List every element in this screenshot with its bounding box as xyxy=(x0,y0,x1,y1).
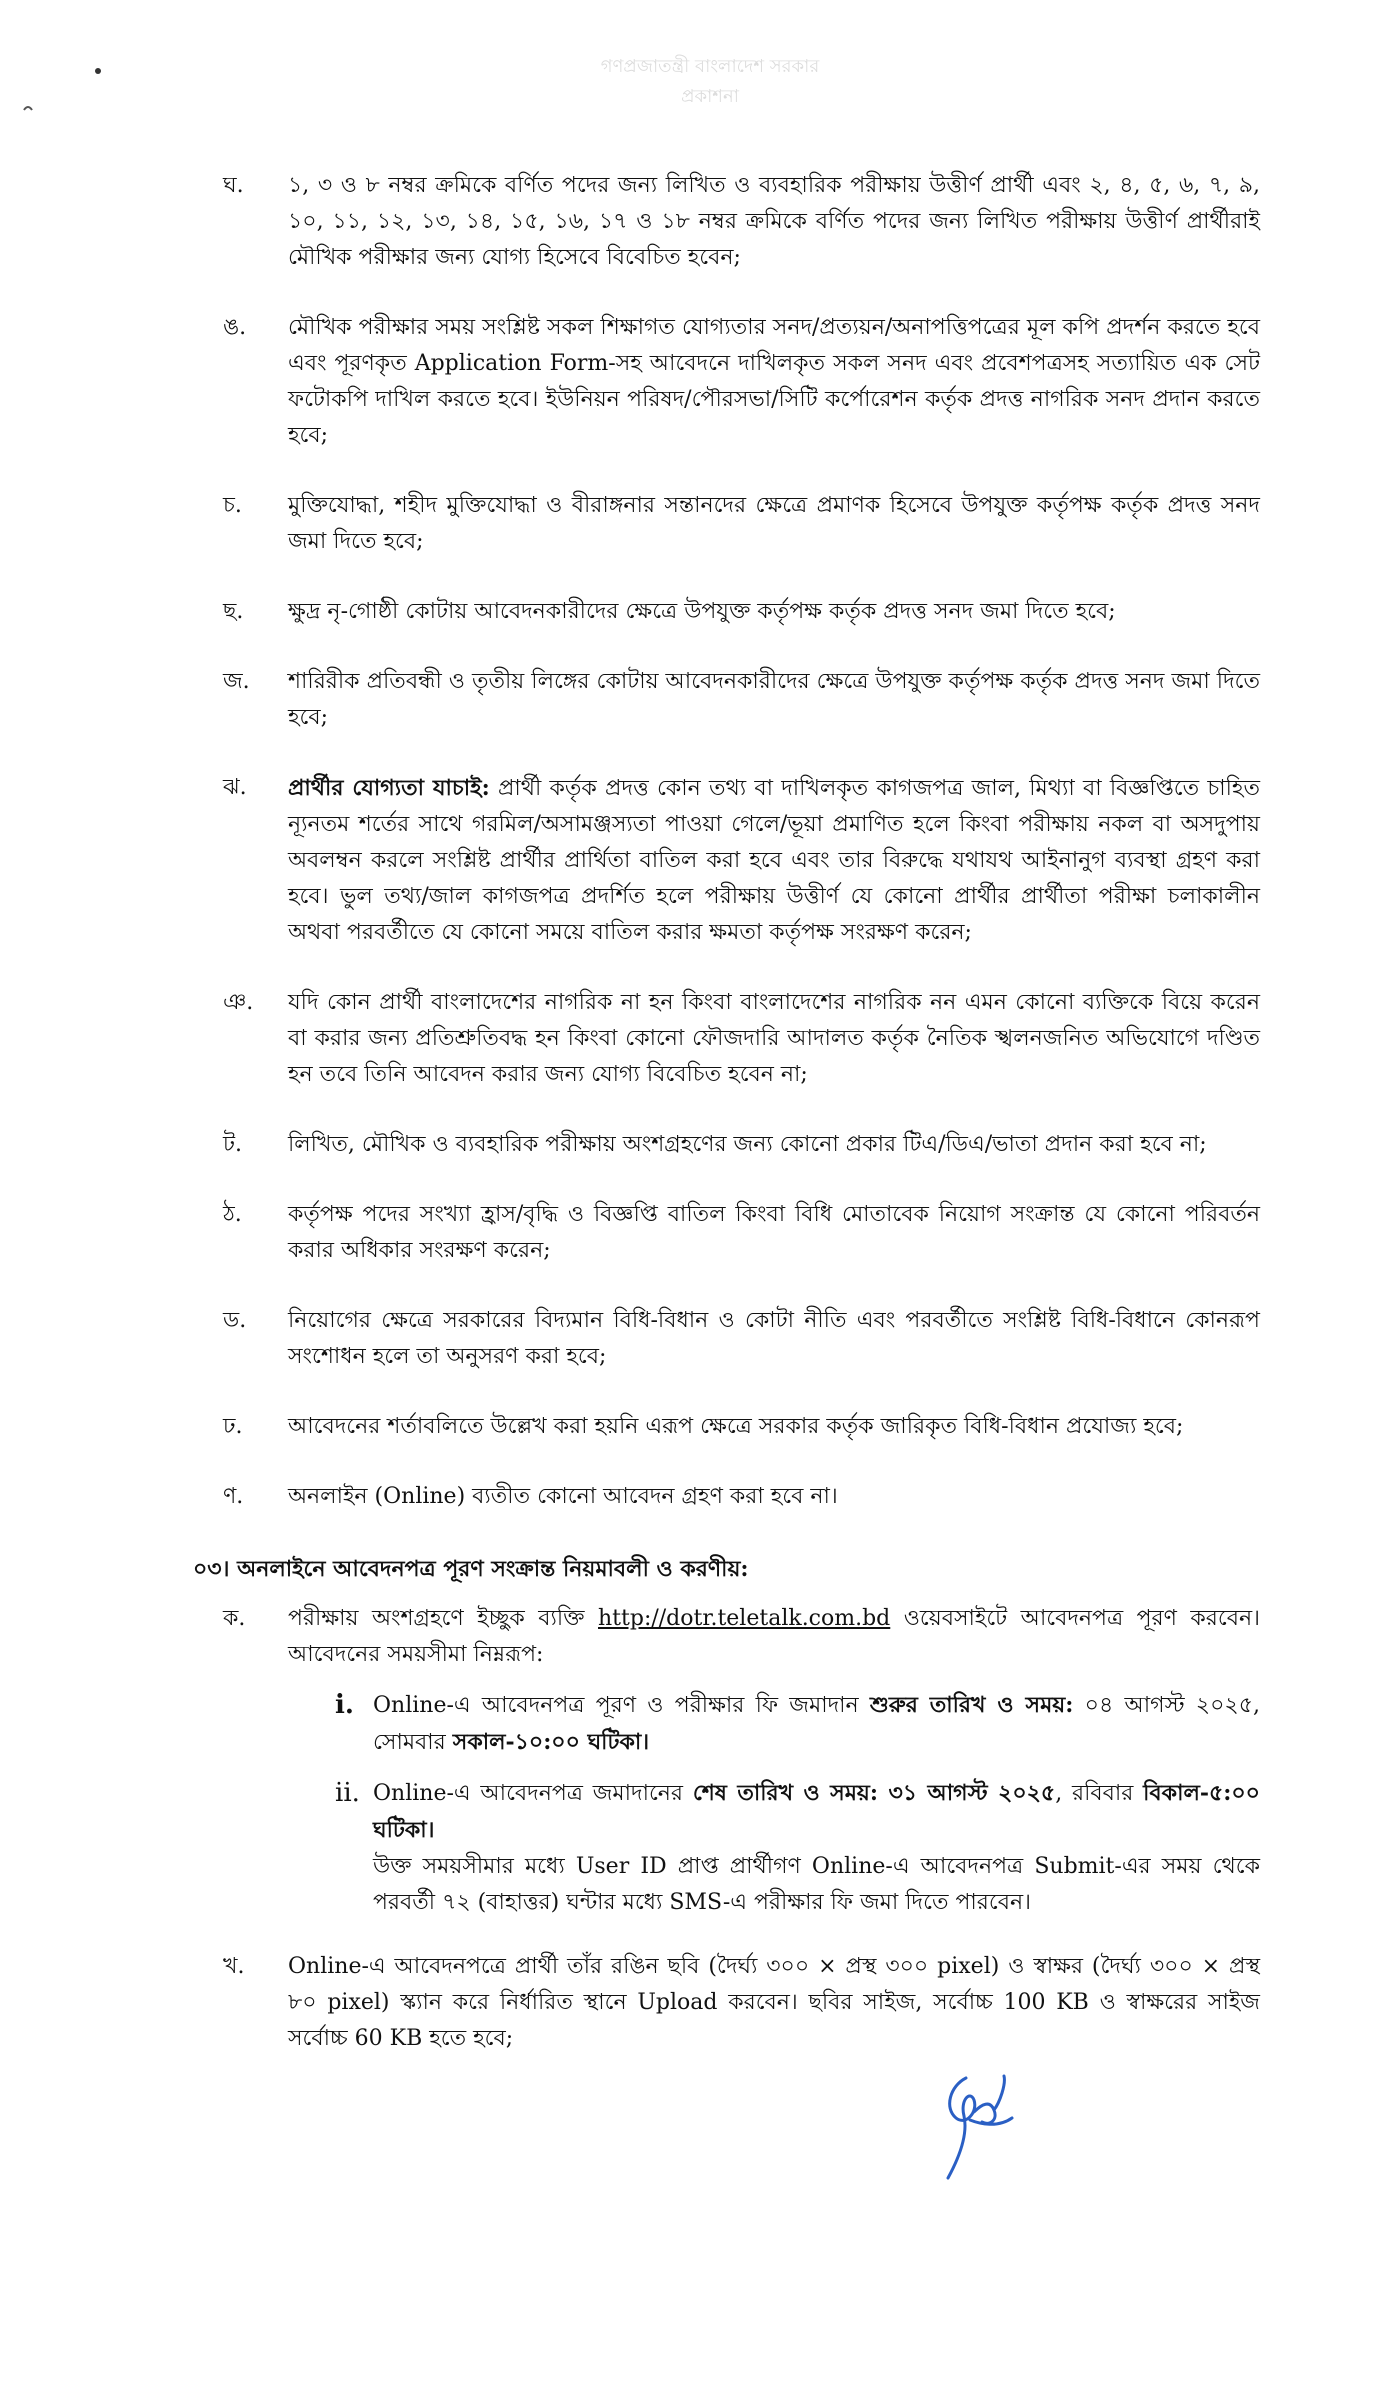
item-label: খ. xyxy=(223,1954,245,1979)
condition-nya xyxy=(195,985,1260,1093)
condition-label: ড. xyxy=(223,1308,247,1333)
condition-text: অনলাইন (Online) ব্যতীত কোনো আবেদন গ্রহণ করা হবে না। xyxy=(288,1484,838,1509)
deadline-start-pre: Online-এ আবেদনপত্র পূরণ ও পরীক্ষার ফি জমাদান xyxy=(373,1693,870,1718)
condition-text: নিয়োগের ক্ষেত্রে সরকারের বিদ্যমান বিধি-বিধান ও কোটা নীতি এবং পরবর্তীতে সংশ্লিষ্ট বিধি-বিধানে কোনরূপ সংশোধন হলে তা অনুসরণ করা হবে; xyxy=(288,1308,1260,1369)
condition-ja xyxy=(195,664,1260,736)
condition-label: ঙ. xyxy=(223,315,247,340)
deadline-start-date: ০৪ আগস্ট ২০২৫, সোমবার xyxy=(373,1693,1260,1755)
condition-label: ণ. xyxy=(223,1484,244,1509)
teletalk-link[interactable]: http://dotr.teletalk.com.bd xyxy=(598,1606,891,1631)
condition-text: মুক্তিযোদ্ধা, শহীদ মুক্তিযোদ্ধা ও বীরাঙ্গনার সন্তানদের ক্ষেত্রে প্রমাণক হিসেবে উপযুক্ত কর্তৃপক্ষ কর্তৃক প্রদত্ত সনদ জমা দিতে হবে; xyxy=(288,493,1260,554)
signature-icon xyxy=(920,2060,1050,2190)
document-body xyxy=(195,168,1260,2057)
condition-ta xyxy=(195,1127,1260,1163)
condition-gha xyxy=(195,168,1260,276)
condition-lead: প্রার্থীর যোগ্যতা যাচাই: xyxy=(288,775,490,801)
deadline-end-day: , রবিবার xyxy=(1055,1781,1144,1806)
condition-label: ঢ. xyxy=(223,1414,243,1439)
condition-label: ঝ. xyxy=(223,775,247,800)
condition-label: চ. xyxy=(223,493,242,518)
item-text: Online-এ আবেদনপত্রে প্রার্থী তাঁর রঙিন ছবি (দৈর্ঘ্য ৩০০ × প্রস্থ ৩০০ pixel) ও স্বাক্ষর (দৈর্ঘ্য ৩০০ × প্রস্থ ৮০ pixel) স্ক্যান করে নির্ধারিত স্থানে Upload করবেন। ছবির সাইজ, সর্বোচ্চ 100 KB ও স্বাক্ষরের সাইজ সর্বোচ্চ 60 KB হতে হবে; xyxy=(288,1954,1261,2051)
section-03-item-kha xyxy=(195,1949,1260,2057)
deadline-start-label: শুরুর তারিখ ও সময়: xyxy=(869,1692,1074,1718)
condition-cha xyxy=(195,488,1260,560)
condition-label: ঞ. xyxy=(223,990,254,1015)
condition-label: জ. xyxy=(223,669,250,694)
deadline-start xyxy=(335,1687,1260,1761)
condition-jha xyxy=(195,770,1260,951)
condition-text: ক্ষুদ্র নৃ-গোষ্ঠী কোটায় আবেদনকারীদের ক্ষেত্রে উপযুক্ত কর্তৃপক্ষ কর্তৃক প্রদত্ত সনদ জমা দিতে হবে; xyxy=(288,599,1116,624)
condition-text: প্রার্থী কর্তৃক প্রদত্ত কোন তথ্য বা দাখিলকৃত কাগজপত্র জাল, মিথ্যা বা বিজ্ঞপ্তিতে চাহিত ন্যূনতম শর্তের সাথে গরমিল/অসামঞ্জস্যতা পাওয়া গেলে/ভূয়া প্রমাণিত হলে কিংবা পরীক্ষায় নকল বা অসদুপায় অবলম্বন করলে সংশ্লিষ্ট প্রার্থীর প্রার্থিতা বাতিল করা হবে এবং তার বিরুদ্ধে যথাযথ আইনানুগ ব্যবস্থা গ্রহণ করা হবে। ভুল তথ্য/জাল কাগজপত্র প্রদর্শিত হলে পরীক্ষায় উত্তীর্ণ যে কোনো প্রার্থীর প্রার্থীতা পরীক্ষা চলাকালীন অথবা পরবর্তীতে যে কোনো সময়ে বাতিল করার ক্ষমতা কর্তৃপক্ষ সংরক্ষণ করেন; xyxy=(288,776,1260,945)
roman-numeral: i. xyxy=(335,1690,354,1720)
deadline-start-time: সকাল-১০:০০ ঘটিকা। xyxy=(452,1729,650,1755)
section-03-title: ০৩। অনলাইনে আবেদনপত্র পূরণ সংক্রান্ত নিয়মাবলী ও করণীয়: xyxy=(193,1556,749,1582)
condition-tha xyxy=(195,1197,1260,1269)
condition-text-wrapper xyxy=(288,770,1260,951)
deadline-end xyxy=(335,1775,1260,1921)
item-label: ক. xyxy=(223,1606,246,1631)
condition-text: আবেদনের শর্তাবলিতে উল্লেখ করা হয়নি এরূপ ক্ষেত্রে সরকার কর্তৃক জারিকৃত বিধি-বিধান প্রযোজ্য হবে; xyxy=(288,1414,1184,1439)
condition-label: ঠ. xyxy=(223,1202,242,1227)
condition-chha xyxy=(195,594,1260,630)
signature-stroke xyxy=(948,2076,1012,2178)
deadline-end-time: বিকাল-৫:০০ ঘটিকা। xyxy=(373,1780,1260,1843)
condition-text: কর্তৃপক্ষ পদের সংখ্যা হ্রাস/বৃদ্ধি ও বিজ্ঞপ্তি বাতিল কিংবা বিধি মোতাবেক নিয়োগ সংক্রান্ত যে কোনো পরিবর্তন করার অধিকার সংরক্ষণ করেন; xyxy=(288,1202,1260,1263)
faded-letterhead xyxy=(560,52,860,112)
condition-label: ঘ. xyxy=(223,173,244,198)
scan-dot xyxy=(95,68,101,74)
sms-fee-note: উক্ত সময়সীমার মধ্যে User ID প্রাপ্ত প্রার্থীগণ Online-এ আবেদনপত্র Submit-এর সময় থেকে পরবর্তী ৭২ (বাহাত্তর) ঘন্টার মধ্যে SMS-এ পরীক্ষার ফি জমা দিতে পারবেন। xyxy=(373,1854,1260,1915)
deadline-end-pre: Online-এ আবেদনপত্র জমাদানের xyxy=(373,1781,693,1806)
deadline-end-text xyxy=(373,1775,1260,1921)
roman-numeral: ii. xyxy=(335,1778,360,1808)
item-text-pre: পরীক্ষায় অংশগ্রহণে ইচ্ছুক ব্যক্তি xyxy=(288,1606,599,1631)
condition-text: লিখিত, মৌখিক ও ব্যবহারিক পরীক্ষায় অংশগ্রহণের জন্য কোনো প্রকার টিএ/ডিএ/ভাতা প্রদান করা হবে না; xyxy=(288,1132,1207,1157)
deadline-list xyxy=(195,1687,1260,1921)
section-03-item-ka xyxy=(195,1601,1260,1673)
condition-text: ১, ৩ ও ৮ নম্বর ক্রমিকে বর্ণিত পদের জন্য লিখিত ও ব্যবহারিক পরীক্ষায় উত্তীর্ণ প্রার্থী এবং ২, ৪, ৫, ৬, ৭, ৯, ১০, ১১, ১২, ১৩, ১৪, ১৫, ১৬, ১৭ ও ১৮ নম্বর ক্রমিকে বর্ণিত পদের জন্য লিখিত পরীক্ষায় উত্তীর্ণ প্রার্থীরাই মৌখিক পরীক্ষার জন্য যোগ্য হিসেবে বিবেচিত হবেন; xyxy=(288,173,1260,270)
condition-label: ছ. xyxy=(223,599,244,624)
condition-text: মৌখিক পরীক্ষার সময় সংশ্লিষ্ট সকল শিক্ষাগত যোগ্যতার সনদ/প্রত্যয়ন/অনাপত্তিপত্রের মূল কপি প্রদর্শন করতে হবে এবং পূরণকৃত Application Form-সহ আবেদনে দাখিলকৃত সকল সনদ এবং প্রবেশপত্রসহ সত্যায়িত এক সেট ফটোকপি দাখিল করতে হবে। ইউনিয়ন পরিষদ/পৌরসভা/সিটি কর্পোরেশন কর্তৃক প্রদত্ত নাগরিক সনদ প্রদান করতে হবে; xyxy=(288,315,1260,448)
condition-label: ট. xyxy=(223,1132,242,1157)
faded-letterhead-line1: গণপ্রজাতন্ত্রী বাংলাদেশ সরকার xyxy=(600,56,820,77)
item-text-post: ওয়েবসাইটে আবেদনপত্র পূরণ করবেন। আবেদনের সময়সীমা নিম্নরূপ: xyxy=(288,1606,1260,1667)
condition-text: যদি কোন প্রার্থী বাংলাদেশের নাগরিক না হন কিংবা বাংলাদেশের নাগরিক নন এমন কোনো ব্যক্তিকে বিয়ে করেন বা করার জন্য প্রতিশ্রুতিবদ্ধ হন কিংবা কোনো ফৌজদারি আদালত কর্তৃক নৈতিক স্খলনজনিত অভিযোগে দণ্ডিত হন তবে তিনি আবেদন করার জন্য যোগ্য বিবেচিত হবেন না; xyxy=(288,990,1260,1087)
condition-uma xyxy=(195,310,1260,454)
item-text xyxy=(288,1601,1260,1673)
faded-letterhead-line2: প্রকাশনা xyxy=(681,86,739,107)
scan-scratch xyxy=(24,107,32,110)
scan-marks xyxy=(0,0,200,140)
condition-dha xyxy=(195,1409,1260,1445)
deadline-end-label: শেষ তারিখ ও সময়: ৩১ আগস্ট ২০২৫ xyxy=(692,1780,1056,1806)
condition-text: শারিরীক প্রতিবন্ধী ও তৃতীয় লিঙ্গের কোটায় আবেদনকারীদের ক্ষেত্রে উপযুক্ত কর্তৃপক্ষ কর্তৃক প্রদত্ত সনদ জমা দিতে হবে; xyxy=(288,669,1260,730)
condition-da xyxy=(195,1303,1260,1375)
deadline-start-text xyxy=(373,1687,1260,1761)
condition-na xyxy=(195,1479,1260,1515)
